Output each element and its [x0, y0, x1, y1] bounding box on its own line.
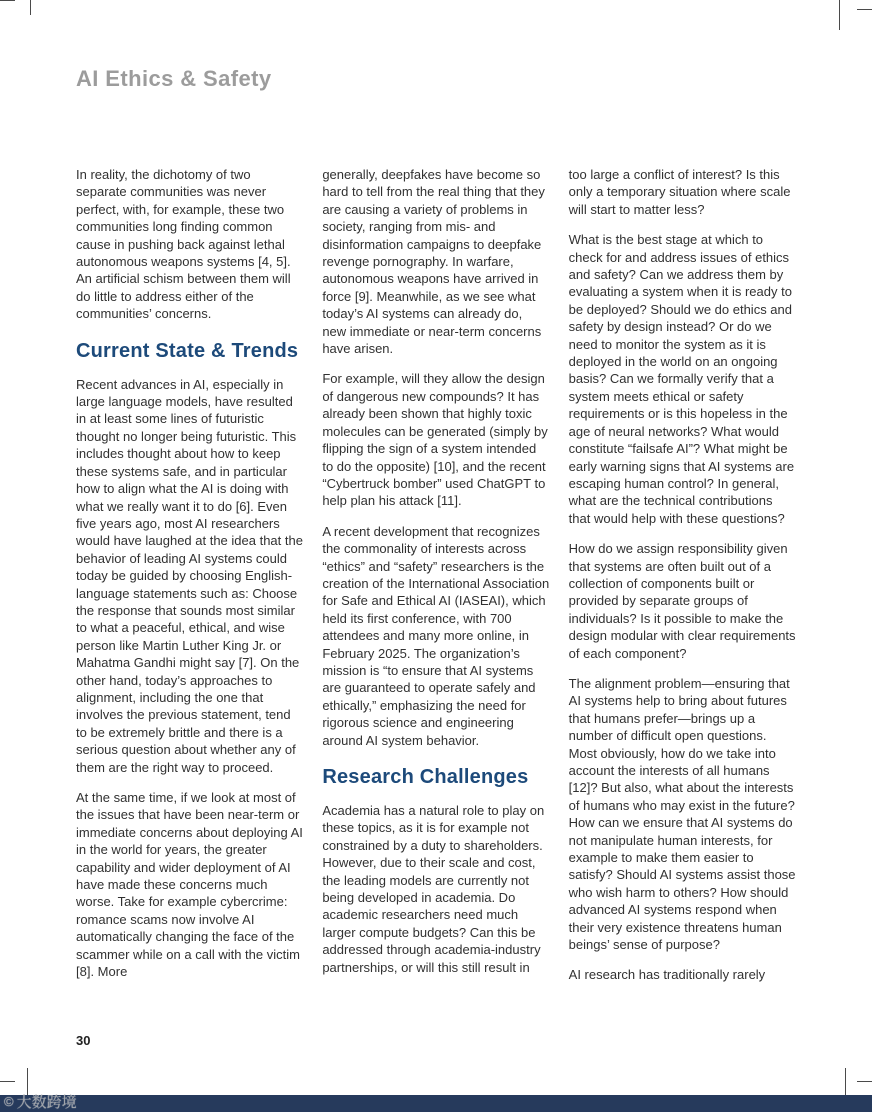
column-3: [569, 166, 796, 997]
watermark-logo-icon: ©: [4, 1094, 14, 1109]
watermark: [4, 1091, 77, 1112]
body-paragraph: At the same time, if we look at most of the issues that have been near-term or immediate concerns about deploying AI in the world for years, the greater capability and wider deployment of AI have made these concerns much worse. Take for example cybercrime: romance scams now involve AI automatically changing the face of the scammer while on a call with the victim [8]. More: [76, 790, 303, 980]
crop-mark-top-right-v: [839, 0, 840, 30]
crop-mark-top-left-h: [0, 0, 15, 1]
page-number: 30: [76, 1033, 91, 1048]
body-paragraph: too large a conflict of interest? Is this only a temporary situation where scale will start to matter less?: [568, 167, 791, 217]
body-paragraph: AI research has traditionally rarely: [568, 967, 766, 983]
crop-mark-bottom-right-v: [845, 1068, 846, 1098]
watermark-text: 大数跨境: [16, 1094, 77, 1111]
body-paragraph: What is the best stage at which to check for and address issues of ethics and safety? Can we address them by evaluating a system when it is ready to be deployed? Should we do ethics and safety by design instead? Or do we need to monitor the system as it is deployed in the world on an ongoing basis? Can we formally verify that a system meets ethical or safety requirements or is this hopeless in the age of neural networks? What would constitute “failsafe AI”? What might be early warning signs that AI systems are escaping human control? In general, what are the technical contributions that would help with these questions?: [568, 232, 795, 526]
body-paragraph: Recent advances in AI, especially in large language models, have resulted in at least some lines of futuristic thought no longer being futuristic. This includes thought about how to keep these systems safe, and in particular how to align what the AI is doing with what we really want it to do [6]. Even five years ago, most AI researchers would have laughed at the idea that the behavior of leading AI systems could today be guided by choosing English-language statements such as: Choose the response that sounds most similar to what a peaceful, ethical, and wise person like Martin Luther King Jr. or Mahatma Gandhi might say [7]. On the other hand, today’s approaches to alignment, including the one that involves the previous statement, tend to be extremely brittle and there is a serious question about whether any of them are the right way to proceed.: [76, 376, 303, 775]
column-1: [76, 166, 303, 997]
crop-mark-bottom-left-h: [0, 1081, 15, 1082]
body-paragraph: How do we assign responsibility given that systems are often built out of a collection of components built or provided by separate groups of individuals? Is it possible to make the design modular with clear requirements of each component?: [568, 541, 796, 661]
footer-bar: [0, 1095, 872, 1112]
section-heading-current-state-trends: Current State & Trends: [76, 339, 299, 362]
body-paragraph: Academia has a natural role to play on these topics, as it is for example not constrained by a duty to shareholders. However, due to their scale and cost, the leading models are currently not being developed in academia. Do academic researchers need much larger compute budgets? Can this be addressed through academia-industry partnerships, or will this still result in: [322, 803, 545, 975]
body-paragraph: A recent development that recognizes the commonality of interests across “ethics” and “safety” researchers is the creation of the International Association for Safe and Ethical AI (IASEAI), which held its first conference, with 700 attendees and many more online, in February 2025. The organization’s mission is “to ensure that AI systems are guaranteed to operate safely and ethically,” emphasizing the need for rigorous science and engineering around AI system behavior.: [322, 523, 550, 748]
body-paragraph: For example, will they allow the design of dangerous new compounds? It has already been shown that highly toxic molecules can be generated (simply by flipping the sign of a system intended to do the opposite) [10], and the recent “Cybertruck bomber” used ChatGPT to help plan his attack [11].: [322, 371, 548, 509]
crop-mark-top-left-v: [30, 0, 31, 15]
content-columns: [76, 166, 796, 997]
body-paragraph: generally, deepfakes have become so hard to tell from the real thing that they are causing a variety of problems in society, ranging from mis- and disinformation campaigns to deepfake revenge pornography. In warfare, autonomous weapons have arrived in force [9]. Meanwhile, as we see what today’s AI systems can already do, new immediate or near-term concerns have arisen.: [322, 167, 545, 357]
body-paragraph: The alignment problem—ensuring that AI systems help to bring about futures that humans prefer—brings up a number of difficult open questions. Most obviously, how do we take into account the interests of all humans [12]? But also, what about the interests of humans who may exist in the future? How can we ensure that AI systems do not manipulate human interests, for example to make them easier to satisfy? Should AI systems assist those who wish harm to others? How should advanced AI systems respond when their very existence threatens human beings’ sense of purpose?: [568, 675, 796, 953]
body-paragraph: In reality, the dichotomy of two separate communities was never perfect, with, for example, these two communities long finding common cause in pushing back against lethal autonomous weapons systems [4, 5]. An artificial schism between them will do little to address either of the communities’ concerns.: [76, 167, 291, 322]
page-title: AI Ethics & Safety: [76, 66, 272, 91]
crop-mark-top-right-h: [857, 9, 872, 10]
section-heading-research-challenges: Research Challenges: [322, 766, 529, 788]
column-2: [322, 166, 549, 997]
crop-mark-bottom-right-h: [857, 1081, 872, 1082]
